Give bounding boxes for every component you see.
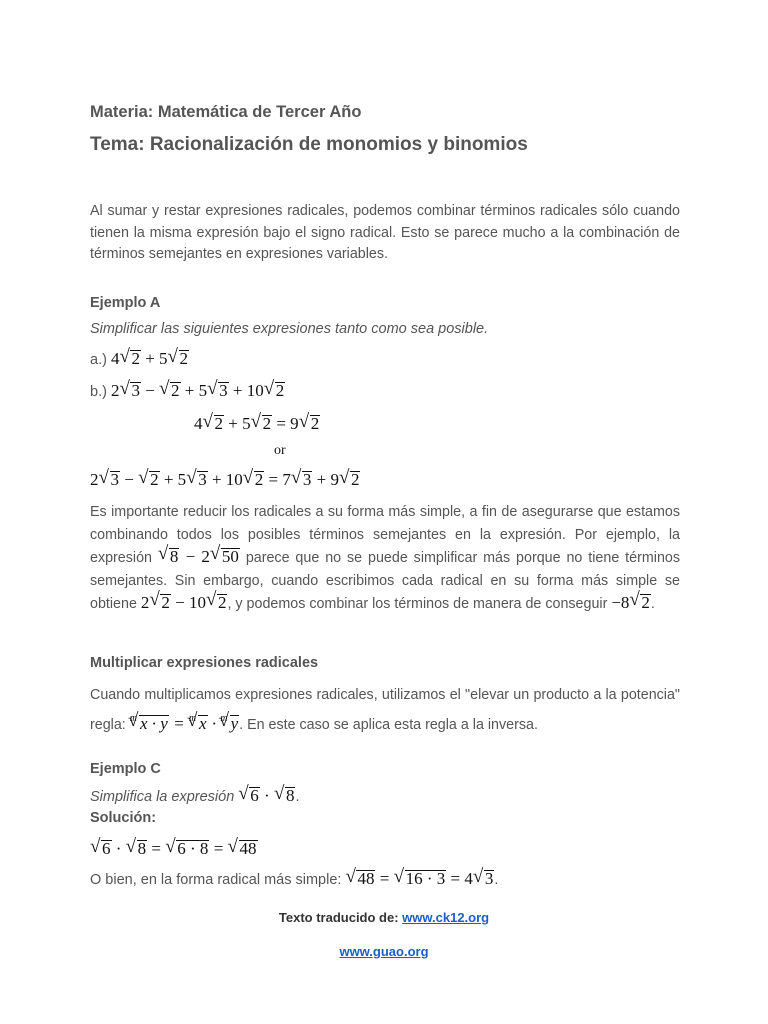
topic-heading: Tema: Racionalización de monomios y binomios bbox=[90, 134, 528, 155]
example-c-instruction: Simplifica la expresión bbox=[90, 789, 235, 805]
simplest-form-text-1: Es importante reducir los radicales a su forma más simple, a fin de asegurarse que estamos combinando todos los posibles términos semejantes en la expresión. Por ejemplo, la expresión bbox=[90, 504, 680, 566]
expression-sqrt8-minus: √ 8 − 2√ 50 bbox=[158, 547, 240, 566]
solution-label: Solución: bbox=[90, 810, 157, 826]
translated-label: Texto traducido de: bbox=[278, 910, 399, 925]
item-a-label: a.) bbox=[90, 352, 107, 368]
example-c-instruction-line: Simplifica la expresión √ 6 · √ 8. bbox=[90, 786, 300, 806]
simplest-radical-text: O bien, en la forma radical más simple: bbox=[90, 872, 342, 888]
expression-simplified: 2√ 2 − 10√ 2 bbox=[141, 593, 228, 612]
ck12-link[interactable]: www.ck12.org bbox=[402, 910, 490, 925]
expression-result: −8√ 2 bbox=[611, 593, 651, 612]
guao-link[interactable]: www.guao.org bbox=[339, 944, 429, 959]
example-a-item-b bbox=[90, 381, 285, 401]
expression-b: 2√ 3 − √ 2 + 5√ 3 + 10√ 2 bbox=[111, 381, 285, 400]
multiply-text-2: . En este caso se aplica esta regla a la inversa. bbox=[239, 717, 538, 733]
simplest-form-text-4: . bbox=[650, 596, 655, 612]
example-a-instruction: Simplificar las siguientes expresiones tanto como sea posible. bbox=[90, 321, 489, 337]
solution-a: 4√ 2 + 5√ 2 = 9√ 2 bbox=[194, 414, 320, 434]
multiply-paragraph bbox=[90, 683, 680, 737]
simplest-form-text-3: , y podemos combinar los términos de manera de conseguir bbox=[227, 596, 608, 612]
or-separator: or bbox=[274, 443, 286, 458]
example-c-title: Ejemplo C bbox=[90, 761, 161, 777]
site-credit bbox=[0, 944, 768, 959]
source-credit bbox=[0, 910, 768, 925]
example-a-title: Ejemplo A bbox=[90, 295, 161, 311]
example-a-item-a bbox=[90, 349, 189, 369]
simplest-form-text-2: parece que no se puede simplificar más porque no tiene términos semejantes. Sin embargo, cuando escribimos cada radical en su forma más simple se obtiene bbox=[90, 550, 681, 612]
expression-a: 4√ 2 + 5√ 2 bbox=[111, 349, 189, 368]
multiply-title: Multiplicar expresiones radicales bbox=[90, 655, 319, 671]
subject-heading: Materia: Matemática de Tercer Año bbox=[90, 103, 362, 121]
multiply-text-1: Cuando multiplicamos expresiones radicales, utilizamos el "elevar un producto a la potencia" regla: bbox=[90, 687, 680, 733]
product-rule: $^m$√ x · y = $^m$√ x · $^m$√ y bbox=[130, 714, 239, 733]
simplest-radical-expression: √ 48 = √ 16 · 3 = 4√ 3 bbox=[345, 869, 494, 888]
solution-b: 2√ 3 − √ 2 + 5√ 3 + 10√ 2 = 7√ 3 + 9√ 2 bbox=[90, 470, 360, 490]
item-b-label: b.) bbox=[90, 384, 107, 400]
simplest-form-paragraph bbox=[90, 501, 680, 616]
intro-paragraph: Al sumar y restar expresiones radicales, podemos combinar términos radicales sólo cuando tienen la misma expresión bajo el signo radical. Esto se parece mucho a la combinación de términos semejantes en expresiones variables. bbox=[90, 203, 680, 262]
solution-c: √ 6 · √ 8 = √ 6 · 8 = √ 48 bbox=[90, 839, 258, 859]
simplest-radical-line: O bien, en la forma radical más simple: √ 48 = √ 16 · 3 = 4√ 3. bbox=[90, 869, 498, 889]
expression-c: √ 6 · √ 8 bbox=[238, 786, 295, 805]
